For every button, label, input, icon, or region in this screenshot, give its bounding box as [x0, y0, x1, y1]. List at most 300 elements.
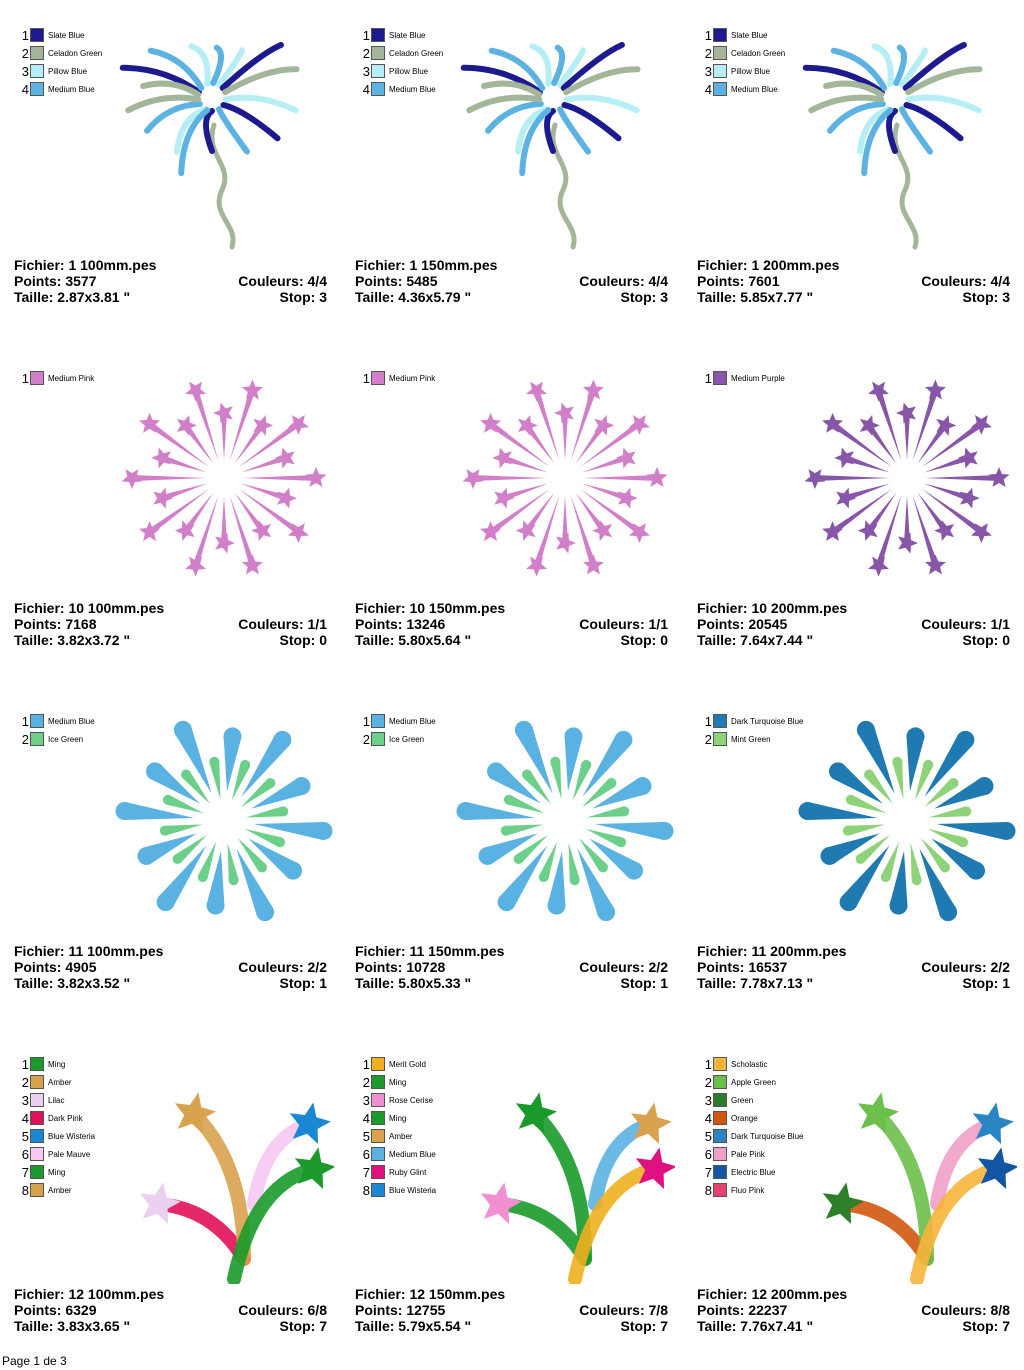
star: [153, 488, 173, 509]
color-count: Couleurs: 1/1: [579, 616, 668, 632]
file-name: Fichier: 1 200mm.pes: [697, 257, 840, 273]
legend-item: [20, 1145, 95, 1163]
frond: [864, 110, 890, 173]
design-card: [697, 686, 1024, 1026]
color-count: Couleurs: 8/8: [921, 1302, 1010, 1318]
legend-number: 8: [704, 1182, 712, 1198]
teardrop-head: [292, 777, 310, 795]
color-swatch: [30, 371, 44, 385]
legend-number: 6: [362, 1146, 370, 1162]
file-name: Fichier: 11 150mm.pes: [355, 943, 505, 959]
legend-item: [361, 80, 443, 98]
legend-item: [361, 26, 443, 44]
legend-item: [703, 712, 803, 730]
color-count: Couleurs: 4/4: [238, 273, 327, 289]
star: [526, 382, 547, 402]
legend-number: 4: [362, 81, 370, 97]
teardrop-head: [275, 837, 285, 847]
design-info: [697, 600, 1010, 648]
legend-number: 1: [21, 370, 29, 386]
legend-item: [20, 730, 95, 748]
file-name: Fichier: 12 200mm.pes: [697, 1286, 848, 1302]
star: [122, 469, 143, 489]
teardrop-head: [856, 854, 866, 864]
design-info: [697, 1286, 1010, 1334]
design-card: [14, 343, 344, 683]
trunk: [212, 125, 233, 247]
shooting-star-tail: [842, 1204, 927, 1259]
teardrop-head: [522, 770, 532, 780]
color-swatch: [371, 1093, 385, 1107]
legend-number: 6: [21, 1146, 29, 1162]
color-swatch: [371, 64, 385, 78]
star-trail: [571, 495, 597, 566]
design-card: [14, 1029, 344, 1369]
color-swatch: [713, 371, 727, 385]
design-info: [14, 257, 327, 305]
design-card: [14, 686, 344, 1026]
embroidery-preview: [455, 711, 675, 941]
legend-number: 2: [704, 45, 712, 61]
legend-item: [20, 1163, 95, 1181]
legend-number: 7: [362, 1164, 370, 1180]
color-count: Couleurs: 2/2: [579, 959, 668, 975]
teardrop-head: [515, 721, 533, 739]
stop-count: Stop: 0: [962, 632, 1010, 648]
teardrop-head: [278, 806, 288, 816]
file-name: Fichier: 10 200mm.pes: [697, 600, 848, 616]
color-count: Couleurs: 6/8: [238, 1302, 327, 1318]
star: [583, 555, 604, 575]
teardrop-head: [160, 826, 170, 836]
legend-item: [703, 1073, 803, 1091]
stop-count: Stop: 1: [620, 975, 668, 991]
star-trail: [815, 475, 889, 481]
teardrop-head: [501, 826, 511, 836]
star-trail: [844, 455, 890, 472]
trunk: [553, 125, 574, 247]
legend-number: 3: [704, 1092, 712, 1108]
frond: [896, 48, 904, 83]
page-number: Page 1 de 3: [2, 1354, 67, 1368]
teardrop-head: [798, 802, 816, 820]
color-count: Couleurs: 1/1: [238, 616, 327, 632]
design-card: [697, 1029, 1024, 1369]
legend-color-name: Pillow Blue: [48, 66, 88, 76]
legend-color-name: Fluo Pink: [731, 1185, 765, 1195]
design-card: [355, 686, 685, 1026]
legend-item: [20, 1127, 95, 1145]
legend-color-name: Mint Green: [731, 734, 771, 744]
teardrop-head: [265, 778, 275, 788]
legend-item: [20, 1109, 95, 1127]
file-name: Fichier: 10 100mm.pes: [14, 600, 165, 616]
color-swatch: [371, 1129, 385, 1143]
legend-item: [703, 1145, 803, 1163]
star-trail: [534, 390, 560, 461]
star-trail: [230, 390, 256, 461]
stop-count: Stop: 0: [279, 632, 327, 648]
legend-number: 2: [21, 731, 29, 747]
star-trail: [230, 495, 256, 566]
legend-color-name: Pillow Blue: [731, 66, 771, 76]
star: [989, 467, 1010, 487]
legend-number: 1: [704, 713, 712, 729]
legend-color-name: Slate Blue: [389, 30, 426, 40]
stop-count: Stop: 7: [962, 1318, 1010, 1334]
legend-color-name: Ruby Glint: [389, 1167, 427, 1177]
design-info: [355, 257, 668, 305]
legend-color-name: Ice Green: [48, 734, 84, 744]
legend-color-name: Scholastic: [731, 1059, 768, 1069]
color-swatch: [371, 82, 385, 96]
teardrop-head: [514, 854, 524, 864]
design-card: [697, 343, 1024, 683]
legend-color-name: Medium Purple: [731, 373, 785, 383]
stitch-points: Points: 13246 Couleurs: 1/1: [355, 616, 668, 632]
star: [616, 448, 636, 469]
legend-number: 3: [362, 1092, 370, 1108]
design-info: [355, 600, 668, 648]
teardrop-head: [912, 875, 922, 885]
teardrop-head: [581, 760, 591, 770]
file-name: Fichier: 11 100mm.pes: [14, 943, 164, 959]
stitch-points: Points: 10728 Couleurs: 2/2: [355, 959, 668, 975]
legend-color-name: Dark Turquoise Blue: [731, 716, 804, 726]
teardrop-head: [157, 893, 175, 911]
legend-color-name: Ice Green: [389, 734, 425, 744]
teardrop-head: [906, 727, 924, 745]
teardrop-head: [619, 806, 629, 816]
legend-color-name: Apple Green: [731, 1077, 776, 1087]
shooting-star: [140, 1182, 181, 1224]
legend-number: 6: [704, 1146, 712, 1162]
teardrop-head: [829, 762, 847, 780]
teardrop-head: [564, 727, 582, 745]
legend-number: 2: [704, 731, 712, 747]
color-swatch: [30, 732, 44, 746]
color-swatch: [30, 46, 44, 60]
stop-count: Stop: 0: [620, 632, 668, 648]
color-swatch: [30, 714, 44, 728]
legend-color-name: Celadon Green: [731, 48, 786, 58]
legend-item: [361, 1181, 436, 1199]
embroidery-preview: [797, 25, 1017, 255]
shooting-star: [823, 1182, 864, 1224]
design-info: [697, 943, 1010, 991]
color-legend: [703, 26, 785, 98]
legend-item: [361, 44, 443, 62]
color-swatch: [713, 1057, 727, 1071]
legend-color-name: Dark Pink: [48, 1113, 83, 1123]
legend-color-name: Celadon Green: [389, 48, 444, 58]
color-swatch: [30, 1129, 44, 1143]
legend-number: 1: [21, 713, 29, 729]
design-size: Taille: 3.82x3.52 " Stop: 1: [14, 975, 327, 991]
stitch-points: Points: 7601 Couleurs: 4/4: [697, 273, 1010, 289]
star: [836, 488, 856, 509]
color-swatch: [371, 1075, 385, 1089]
teardrop-head: [598, 862, 608, 872]
stitch-points: Points: 20545 Couleurs: 1/1: [697, 616, 1010, 632]
design-info: [697, 257, 1010, 305]
legend-item: [361, 712, 436, 730]
legend-item: [361, 1091, 436, 1109]
star-trail: [193, 495, 219, 566]
teardrop-head: [961, 806, 971, 816]
stitch-points: Points: 3577 Couleurs: 4/4: [14, 273, 327, 289]
teardrop-head: [958, 837, 968, 847]
teardrop-head: [975, 777, 993, 795]
legend-item: [361, 1163, 436, 1181]
color-legend: [20, 369, 94, 387]
shooting-star-tail: [500, 1204, 585, 1259]
color-legend: [20, 1055, 95, 1199]
embroidery-preview: [797, 1054, 1017, 1284]
design-size: Taille: 2.87x3.81 " Stop: 3: [14, 289, 327, 305]
color-swatch: [713, 714, 727, 728]
color-swatch: [30, 1111, 44, 1125]
star-trail: [876, 390, 902, 461]
teardrop-head: [840, 893, 858, 911]
teardrop-head: [240, 760, 250, 770]
design-size: Taille: 3.83x3.65 " Stop: 7: [14, 1318, 327, 1334]
legend-color-name: Pale Pink: [731, 1149, 765, 1159]
legend-item: [361, 1109, 436, 1127]
embroidery-preview: [797, 368, 1017, 598]
teardrop-head: [223, 727, 241, 745]
stitch-points: Points: 5485 Couleurs: 4/4: [355, 273, 668, 289]
star-trail: [583, 475, 657, 481]
legend-number: 1: [21, 27, 29, 43]
legend-color-name: Medium Blue: [731, 84, 778, 94]
star: [896, 403, 916, 424]
design-size: Taille: 5.80x5.33 " Stop: 1: [355, 975, 668, 991]
star: [215, 533, 235, 554]
color-count: Couleurs: 7/8: [579, 1302, 668, 1318]
legend-color-name: Orange: [731, 1113, 758, 1123]
stop-count: Stop: 7: [620, 1318, 668, 1334]
legend-number: 2: [362, 1074, 370, 1090]
legend-item: [703, 1055, 803, 1073]
legend-item: [703, 1109, 803, 1127]
legend-number: 1: [21, 1056, 29, 1072]
embroidery-preview: [455, 368, 675, 598]
embroidery-preview: [114, 25, 334, 255]
color-legend: [703, 369, 785, 387]
stitch-points: Points: 16537 Couleurs: 2/2: [697, 959, 1010, 975]
teardrop-head: [174, 721, 192, 739]
legend-number: 3: [21, 1092, 29, 1108]
legend-item: [20, 26, 102, 44]
teardrop-head: [998, 822, 1016, 840]
legend-color-name: Medium Blue: [389, 84, 436, 94]
color-swatch: [371, 1147, 385, 1161]
teardrop-head: [504, 795, 514, 805]
teardrop-head: [284, 862, 302, 880]
legend-item: [20, 44, 102, 62]
design-info: [14, 600, 327, 648]
star-trail: [502, 455, 548, 472]
stitch-points: Points: 22237 Couleurs: 8/8: [697, 1302, 1010, 1318]
color-swatch: [30, 64, 44, 78]
star-trail: [242, 475, 316, 481]
color-swatch: [713, 64, 727, 78]
star-trail: [534, 495, 560, 566]
teardrop-head: [550, 757, 560, 767]
star-trail: [161, 455, 207, 472]
teardrop-head: [956, 731, 974, 749]
color-swatch: [371, 714, 385, 728]
legend-color-name: Medium Blue: [389, 1149, 436, 1159]
color-swatch: [371, 1183, 385, 1197]
legend-item: [703, 62, 785, 80]
legend-number: 4: [362, 1110, 370, 1126]
legend-number: 1: [704, 370, 712, 386]
legend-color-name: Medium Blue: [48, 84, 95, 94]
legend-item: [703, 1091, 803, 1109]
teardrop-head: [548, 897, 566, 915]
color-count: Couleurs: 2/2: [921, 959, 1010, 975]
star: [275, 448, 295, 469]
shooting-star: [481, 1182, 522, 1224]
teardrop-head: [864, 770, 874, 780]
design-card: [14, 0, 344, 340]
star-trail: [924, 484, 970, 501]
legend-number: 5: [362, 1128, 370, 1144]
color-legend: [361, 26, 443, 98]
design-card: [355, 1029, 685, 1369]
teardrop-head: [881, 872, 891, 882]
color-swatch: [713, 82, 727, 96]
teardrop-head: [138, 847, 156, 865]
design-card: [697, 0, 1024, 340]
design-card: [355, 343, 685, 683]
teardrop-head: [479, 847, 497, 865]
legend-color-name: Amber: [389, 1131, 413, 1141]
teardrop-head: [656, 822, 674, 840]
design-size: Taille: 3.82x3.72 " Stop: 0: [14, 632, 327, 648]
stitch-points: Points: 6329 Couleurs: 6/8: [14, 1302, 327, 1318]
file-name: Fichier: 1 100mm.pes: [14, 257, 157, 273]
color-swatch: [371, 1111, 385, 1125]
teardrop-head: [456, 802, 474, 820]
stitch-points: Points: 12755 Couleurs: 7/8: [355, 1302, 668, 1318]
star: [242, 555, 263, 575]
star-trail: [132, 475, 206, 481]
legend-number: 8: [21, 1182, 29, 1198]
color-swatch: [713, 1093, 727, 1107]
teardrop-head: [257, 862, 267, 872]
design-size: Taille: 4.36x5.79 " Stop: 3: [355, 289, 668, 305]
legend-number: 7: [21, 1164, 29, 1180]
legend-number: 1: [362, 370, 370, 386]
star: [647, 467, 668, 487]
file-name: Fichier: 10 150mm.pes: [355, 600, 506, 616]
color-swatch: [713, 1111, 727, 1125]
legend-number: 4: [704, 81, 712, 97]
legend-item: [361, 730, 436, 748]
legend-item: [703, 1127, 803, 1145]
design-card: [355, 0, 685, 340]
design-info: [355, 943, 668, 991]
star-trail: [241, 484, 287, 501]
color-count: Couleurs: 2/2: [238, 959, 327, 975]
legend-item: [361, 1127, 436, 1145]
legend-color-name: Green: [731, 1095, 754, 1105]
legend-color-name: Electric Blue: [731, 1167, 776, 1177]
design-size: Taille: 5.85x7.77 " Stop: 3: [697, 289, 1010, 305]
teardrop-head: [115, 802, 133, 820]
teardrop-head: [939, 903, 957, 921]
frond: [554, 48, 562, 83]
color-legend: [361, 712, 436, 748]
color-swatch: [371, 1057, 385, 1071]
star-trail: [913, 495, 939, 566]
file-name: Fichier: 12 100mm.pes: [14, 1286, 165, 1302]
legend-number: 3: [704, 63, 712, 79]
star: [958, 448, 978, 469]
star: [554, 403, 574, 424]
design-info: [355, 1286, 668, 1334]
color-swatch: [713, 1147, 727, 1161]
legend-number: 4: [21, 1110, 29, 1126]
legend-color-name: Ming: [48, 1167, 66, 1177]
legend-item: [361, 1145, 436, 1163]
star-trail: [913, 390, 939, 461]
teardrop-head: [890, 897, 908, 915]
teardrop-head: [857, 721, 875, 739]
legend-number: 1: [362, 27, 370, 43]
color-swatch: [30, 82, 44, 96]
teardrop-head: [843, 826, 853, 836]
legend-number: 2: [21, 1074, 29, 1090]
shooting-star-tail: [159, 1204, 244, 1259]
teardrop-head: [940, 862, 950, 872]
legend-item: [20, 1055, 95, 1073]
legend-number: 4: [704, 1110, 712, 1126]
color-swatch: [30, 28, 44, 42]
star: [306, 467, 327, 487]
legend-number: 1: [362, 713, 370, 729]
embroidery-preview: [114, 368, 334, 598]
legend-number: 4: [21, 81, 29, 97]
star: [805, 469, 826, 489]
legend-number: 1: [362, 1056, 370, 1072]
legend-item: [20, 1091, 95, 1109]
color-swatch: [713, 1183, 727, 1197]
legend-color-name: Ming: [389, 1077, 407, 1087]
legend-item: [703, 26, 785, 44]
color-swatch: [713, 1165, 727, 1179]
color-swatch: [30, 1057, 44, 1071]
stop-count: Stop: 3: [620, 289, 668, 305]
star: [868, 382, 889, 402]
design-size: Taille: 5.79x5.54 " Stop: 7: [355, 1318, 668, 1334]
legend-color-name: Slate Blue: [48, 30, 85, 40]
legend-color-name: Pillow Blue: [389, 66, 429, 76]
star-trail: [582, 484, 628, 501]
embroidery-preview: [797, 711, 1017, 941]
teardrop-head: [173, 854, 183, 864]
stop-count: Stop: 1: [962, 975, 1010, 991]
star-trail: [193, 390, 219, 461]
teardrop-head: [539, 872, 549, 882]
legend-color-name: Medium Pink: [389, 373, 436, 383]
stop-count: Stop: 3: [962, 289, 1010, 305]
legend-item: [703, 80, 785, 98]
stitch-points: Points: 4905 Couleurs: 2/2: [14, 959, 327, 975]
